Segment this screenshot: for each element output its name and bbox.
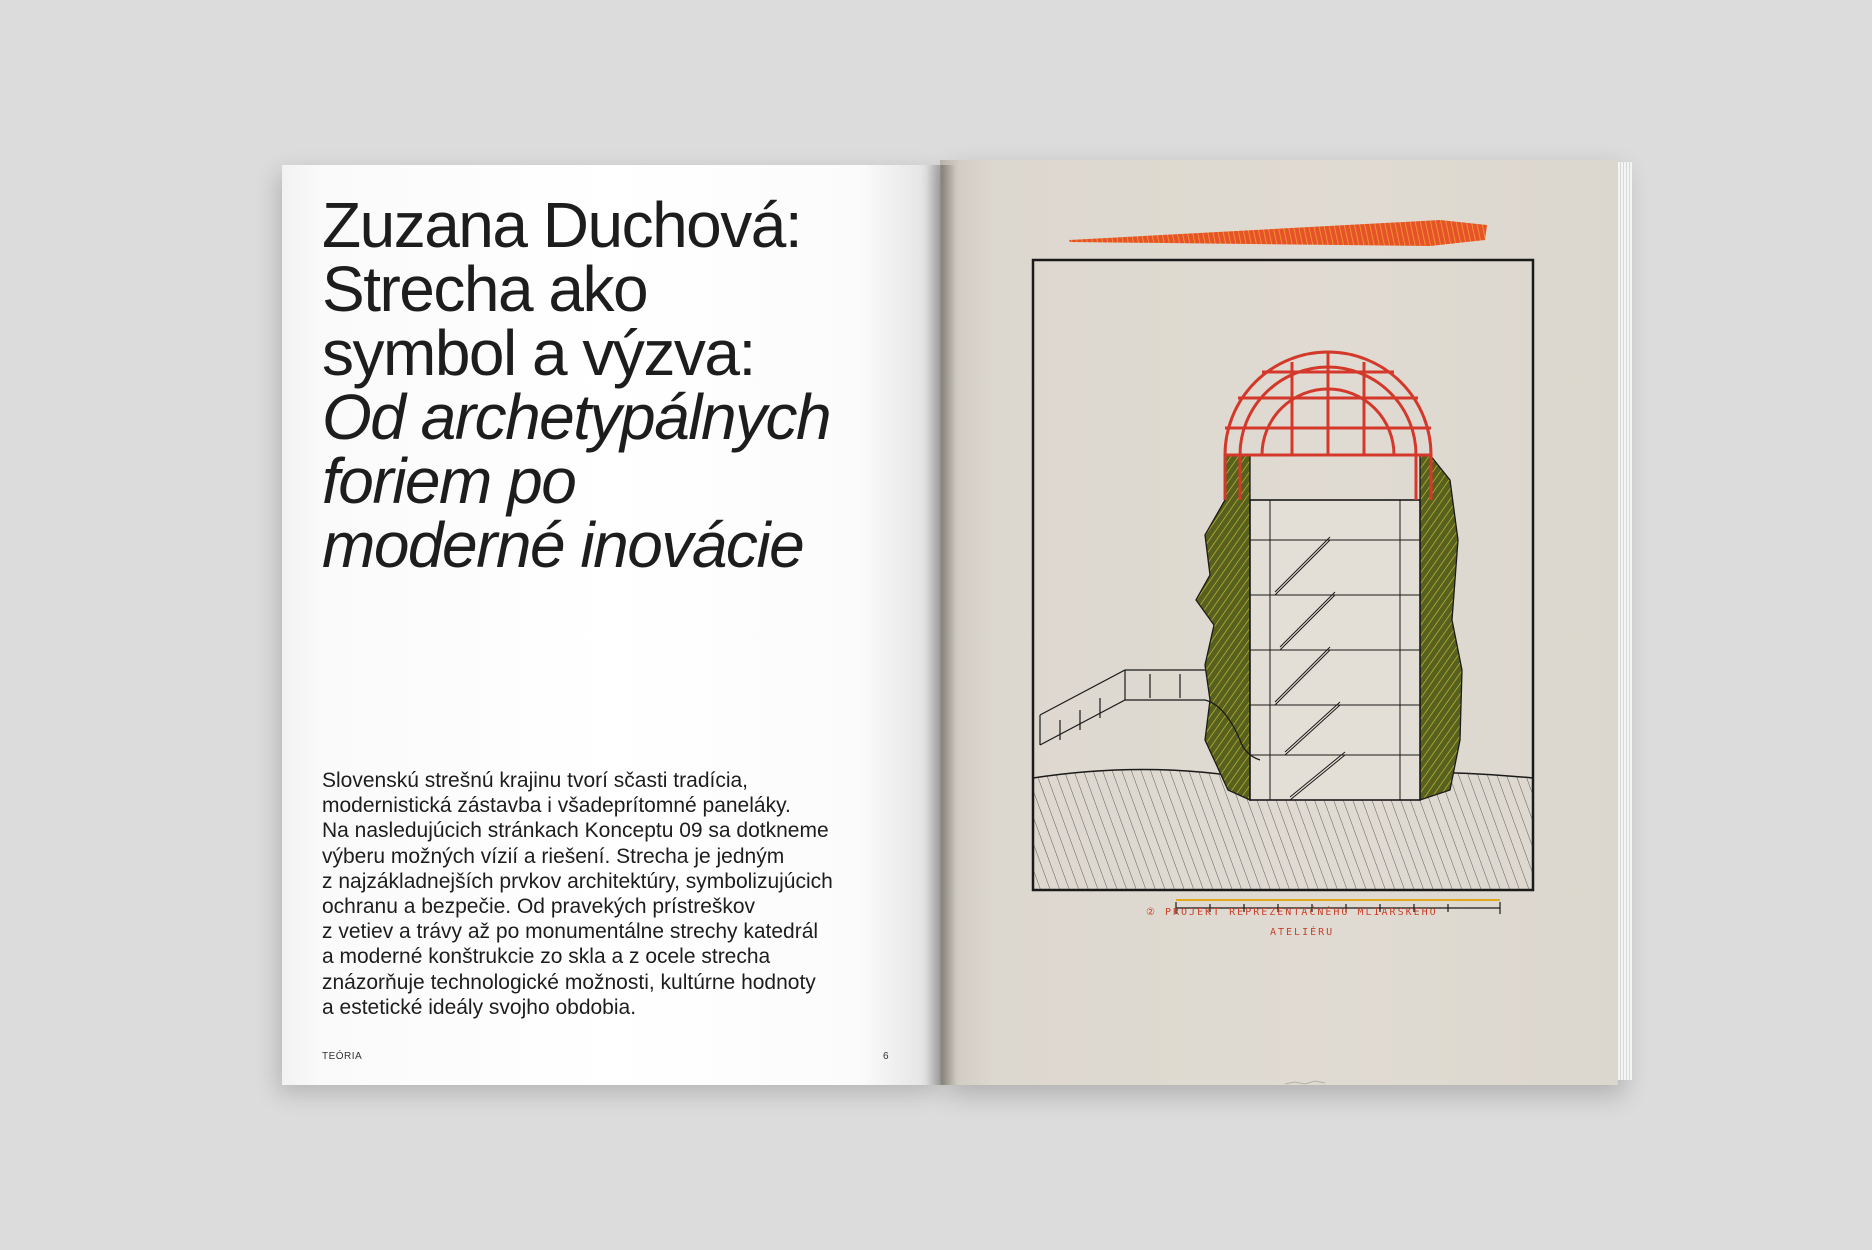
- page-edges: [1618, 162, 1632, 1080]
- page-number: 6: [883, 1051, 889, 1062]
- title-line-italic: Od archetypálnych: [322, 381, 831, 453]
- title-line: Zuzana Duchová:: [322, 189, 802, 261]
- pencil-signature-mark: [1285, 1080, 1325, 1086]
- right-page: [940, 160, 1618, 1085]
- binding-gutter-shadow: [926, 165, 956, 1085]
- title-line: Strecha ako: [322, 253, 648, 325]
- architectural-drawing: [1000, 200, 1580, 920]
- article-title: [322, 189, 922, 581]
- head-silhouette-right: [1420, 455, 1462, 800]
- orange-crayon-stroke: [1069, 220, 1487, 246]
- title-line-italic: foriem po: [322, 445, 576, 517]
- drawing-caption-line2: ATELIÉRU: [1270, 927, 1335, 938]
- section-label: TEÓRIA: [322, 1051, 363, 1062]
- title-line-italic: moderné inovácie: [322, 509, 804, 581]
- drawing-caption-line1: ② PROJEKT REPREZENTAČNÉHO MLIARSKEHO: [1146, 907, 1438, 918]
- red-dome: [1225, 352, 1431, 500]
- title-line: symbol a výzva:: [322, 317, 755, 389]
- left-page: [282, 165, 940, 1085]
- article-lead-paragraph: Slovenskú strešnú krajinu tvorí sčasti tradícia, modernistická zástavba i všadeprítomné paneláky. Na nasledujúcich stránkach Konceptu 09 sa dotkneme výberu možných vízií a riešení. Strecha je jedným z najzákladnejších prvkov architektúry, symbolizujúcich ochranu a bezpečie. Od pravekých prístreškov z vetiev a trávy až po monumentálne strechy katedrál a moderné konštrukcie zo skla a z ocele strecha znázorňuje technologické možnosti, kultúrne hodnoty a estetické ideály svojho obdobia.: [322, 769, 833, 1019]
- head-silhouette-left: [1196, 455, 1250, 800]
